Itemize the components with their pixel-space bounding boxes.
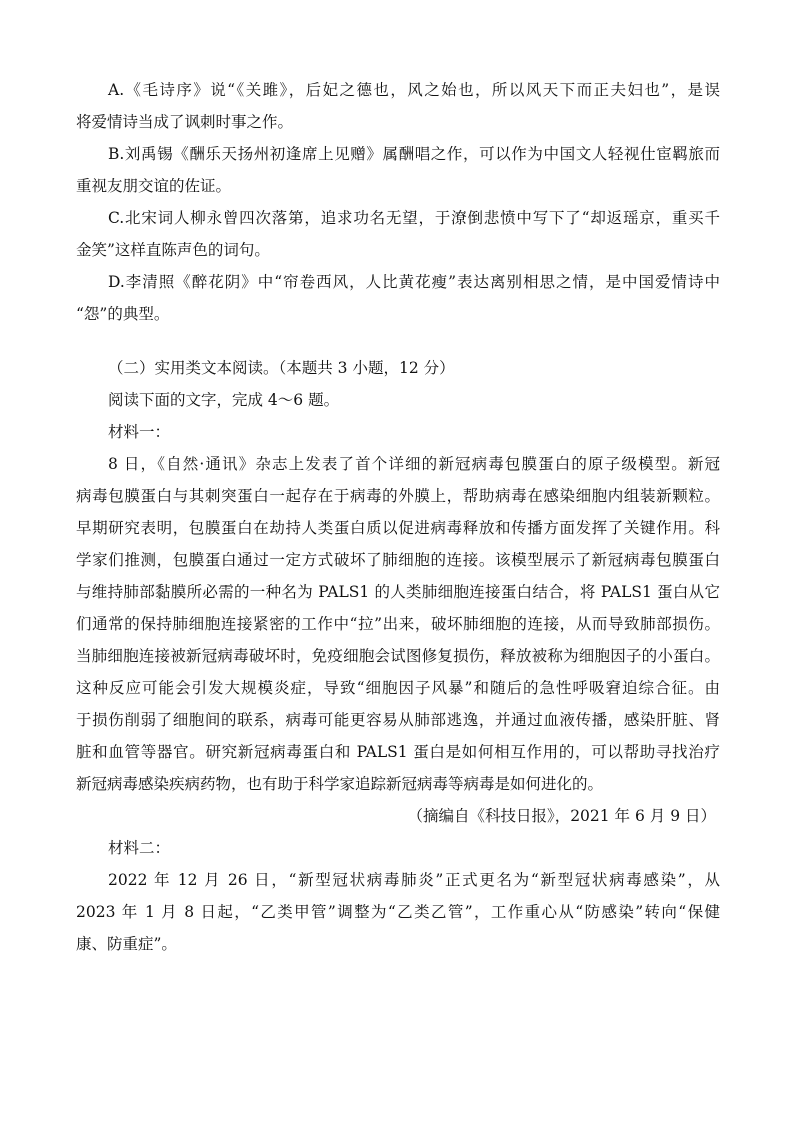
material-one-line: 与维持肺部黏膜所必需的一种名为 PALS1 的人类肺细胞连接蛋白结合，将 PALS1 蛋白从它: [76, 583, 720, 601]
option-b: [76, 138, 720, 202]
material-one-line: 8 日，《自然·通讯》杂志上发表了首个详细的新冠病毒包膜蛋白的原子级模型。新冠: [108, 455, 720, 473]
material-two-line: 2022 年 12 月 26 日，“新型冠状病毒肺炎”正式更名为“新型冠状病毒感染”，从: [108, 871, 720, 889]
section-heading: （二）实用类文本阅读。（本题共 3 小题，12 分）: [108, 359, 455, 377]
option-a-line-1: A.《毛诗序》说“《关雎》，后妃之德也，风之始也，所以风天下而正夫妇也”，是误: [108, 81, 720, 99]
material-one-source: （摘编自《科技日报》，2021 年 6 月 9 日）: [407, 807, 716, 825]
option-d-line-2: “怨”的典型。: [76, 305, 170, 323]
material-two-line: 康、防重症”。: [76, 935, 177, 953]
material-one-line: 于损伤削弱了细胞间的联系，病毒可能更容易从肺部逃逸，并通过血液传播，感染肝脏、肾: [76, 711, 720, 729]
material-one-line: 学家们推测，包膜蛋白通过一定方式破坏了肺细胞的连接。该模型展示了新冠病毒包膜蛋白: [76, 551, 720, 569]
option-c-line-2: 金笑”这样直陈声色的词句。: [76, 241, 270, 259]
exam-page: [76, 74, 720, 960]
material-one-line: 当肺细胞连接被新冠病毒破坏时，免疫细胞会试图修复损伤，释放被称为细胞因子的小蛋白。: [76, 647, 720, 665]
material-two-line: 2023 年 1 月 8 日起，“乙类甲管”调整为“乙类乙管”，工作重心从“防感染”转向“保健: [76, 903, 720, 921]
material-two-body: [76, 864, 720, 960]
option-d: [76, 266, 720, 330]
material-two-label: 材料二：: [108, 839, 171, 857]
material-one-line: 新冠病毒感染疾病药物，也有助于科学家追踪新冠病毒等病毒是如何进化的。: [76, 775, 604, 793]
option-a-line-2: 将爱情诗当成了讽刺时事之作。: [76, 113, 294, 131]
section-spacer: [76, 330, 720, 352]
section-instruction: 阅读下面的文字，完成 4～6 题。: [108, 391, 340, 409]
material-one-line: 脏和血管等器官。研究新冠病毒蛋白和 PALS1 蛋白是如何相互作用的，可以帮助寻找治疗: [76, 743, 720, 761]
material-one-label: 材料一：: [108, 423, 171, 441]
material-one-line: 早期研究表明，包膜蛋白在劫持人类蛋白质以促进病毒释放和传播方面发挥了关键作用。科: [76, 519, 720, 537]
material-one-body: [76, 448, 720, 800]
option-d-line-1: D.李清照《醉花阴》中“帘卷西风，人比黄花瘦”表达离别相思之情，是中国爱情诗中: [108, 273, 720, 291]
material-one-line: 病毒包膜蛋白与其刺突蛋白一起存在于病毒的外膜上，帮助病毒在感染细胞内组装新颗粒。: [76, 487, 720, 505]
material-one-line: 们通常的保持肺细胞连接紧密的工作中“拉”出来，破坏肺细胞的连接，从而导致肺部损伤。: [76, 615, 720, 633]
material-one-line: 这种反应可能会引发大规模炎症，导致“细胞因子风暴”和随后的急性呼吸窘迫综合征。由: [76, 679, 720, 697]
option-b-line-1: B.刘禹锡《酬乐天扬州初逢席上见赠》属酬唱之作，可以作为中国文人轻视仕宦羁旅而: [108, 145, 720, 163]
option-c-line-1: C.北宋词人柳永曾四次落第，追求功名无望，于潦倒悲愤中写下了“却返瑶京，重买千: [108, 209, 720, 227]
option-a: [76, 74, 720, 138]
option-c: [76, 202, 720, 266]
option-b-line-2: 重视友朋交谊的佐证。: [76, 177, 232, 195]
